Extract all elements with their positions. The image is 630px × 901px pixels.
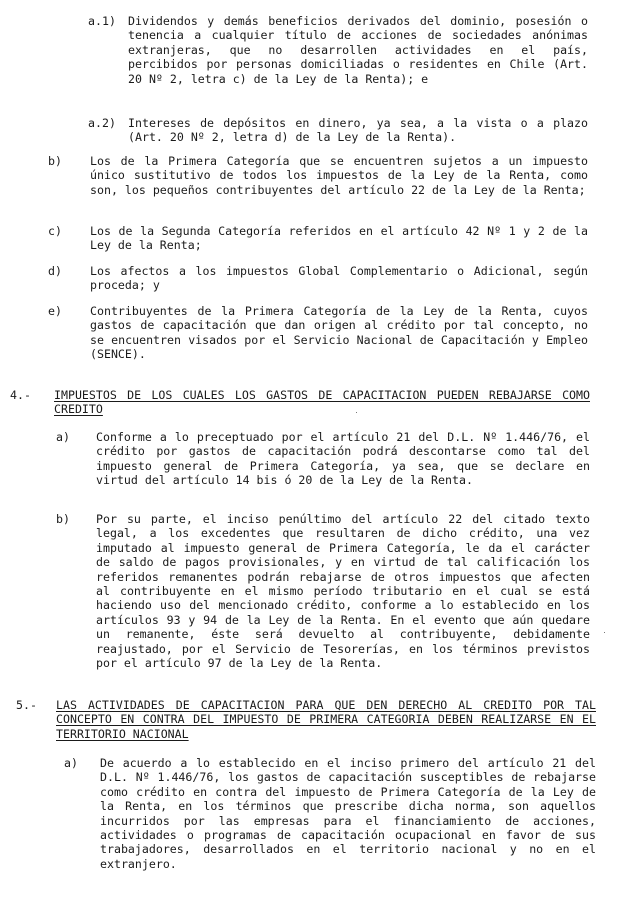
- item-a1-label: a.1): [88, 14, 116, 28]
- section-4-item-b-label: b): [56, 512, 70, 526]
- item-b-text: Los de la Primera Categoría que se encuentren sujetos a un impuesto único sustitutivo de todos los impuestos de la Ley de la Renta, como son, los pequeños contribuyentes del artículo 22 de la Ley de la Renta;: [90, 154, 588, 197]
- item-b-label: b): [48, 154, 62, 168]
- item-d-text: Los afectos a los impuestos Global Complementario o Adicional, según proceda; y: [90, 264, 588, 293]
- section-4-item-a-label: a): [56, 430, 70, 444]
- section-4-heading: IMPUESTOS DE LOS CUALES LOS GASTOS DE CAPACITACION PUEDEN REBAJARSE COMO CREDITO: [54, 388, 590, 417]
- section-5-item-a-text: De acuerdo a lo establecido en el inciso primero del artículo 21 del D.L. Nº 1.446/76, los gastos de capacitación susceptibles de rebajarse como crédito en contra del impuesto de Primera Categoría de la Ley de la Renta, en los términos que prescribe dicha norma, son aquellos incurridos por las empresas para el financiamiento de acciones, actividades o programas de capacitación ocupacional en favor de sus trabajadores, desarrollados en el territorio nacional y no en el extranjero.: [100, 756, 596, 871]
- section-5-heading: LAS ACTIVIDADES DE CAPACITACION PARA QUE DEN DERECHO AL CREDITO POR TAL CONCEPTO EN CONTRA DEL IMPUESTO DE PRIMERA CATEGORIA DEBEN REALIZARSE EN EL TERRITORIO NACIONAL: [56, 698, 596, 741]
- section-4-item-a-text: Conforme a lo preceptuado por el artículo 21 del D.L. Nº 1.446/76, el crédito por gastos de capacitación podrá descontarse como tal del impuesto general de Primera Categoría, ya sea, que se declare en virtud del artículo 14 bis ó 20 de la Ley de la Renta.: [96, 430, 590, 488]
- section-4-item-b-text: Por su parte, el inciso penúltimo del artículo 22 del citado texto legal, a los excedentes que resultaren de dicho crédito, una vez imputado al impuesto general de Primera Categoría, le da el carácter de saldo de pagos provisionales, y en virtud de tal calificación los referidos remanentes podrán rebajarse de otros impuestos que afecten al contribuyente en el mismo período tributario en el cual se está haciendo uso del mencionado crédito, conforme a lo establecido en los artículos 93 y 94 de la Ley de la Renta. En el evento que aún quedare un remanente, éste será devuelto al contribuyente, debidamente reajustado, por el Servicio de Tesorerías, en los términos previstos por el artículo 97 de la Ley de la Renta.: [96, 512, 590, 671]
- item-e-label: e): [48, 304, 62, 318]
- section-5-item-a-label: a): [64, 756, 78, 770]
- item-e-text: Contribuyentes de la Primera Categoría de la Ley de la Renta, cuyos gastos de capacitación que dan origen al crédito por tal concepto, no se encuentren visados por el Servicio Nacional de Capacitación y Empleo (SENCE).: [90, 304, 588, 362]
- item-c-text: Los de la Segunda Categoría referidos en el artículo 42 Nº 1 y 2 de la Ley de la Renta;: [90, 224, 588, 253]
- section-5-number: 5.-: [16, 698, 37, 712]
- item-c-label: c): [48, 224, 62, 238]
- item-a2-label: a.2): [88, 116, 116, 130]
- scan-speck: [604, 632, 605, 633]
- section-4-number: 4.-: [10, 388, 31, 402]
- scan-speck: [356, 412, 357, 413]
- item-d-label: d): [48, 264, 62, 278]
- item-a2-text: Intereses de depósitos en dinero, ya sea, a la vista o a plazo (Art. 20 Nº 2, letra d) de la Ley de la Renta).: [128, 116, 588, 145]
- item-a1-text: Dividendos y demás beneficios derivados del dominio, posesión o tenencia a cualquier título de acciones de sociedades anónimas extranjeras, que no desarrollen actividades en el país, percibidos por personas domiciliadas o residentes en Chile (Art. 20 Nº 2, letra c) de la Ley de la Renta); e: [128, 14, 588, 86]
